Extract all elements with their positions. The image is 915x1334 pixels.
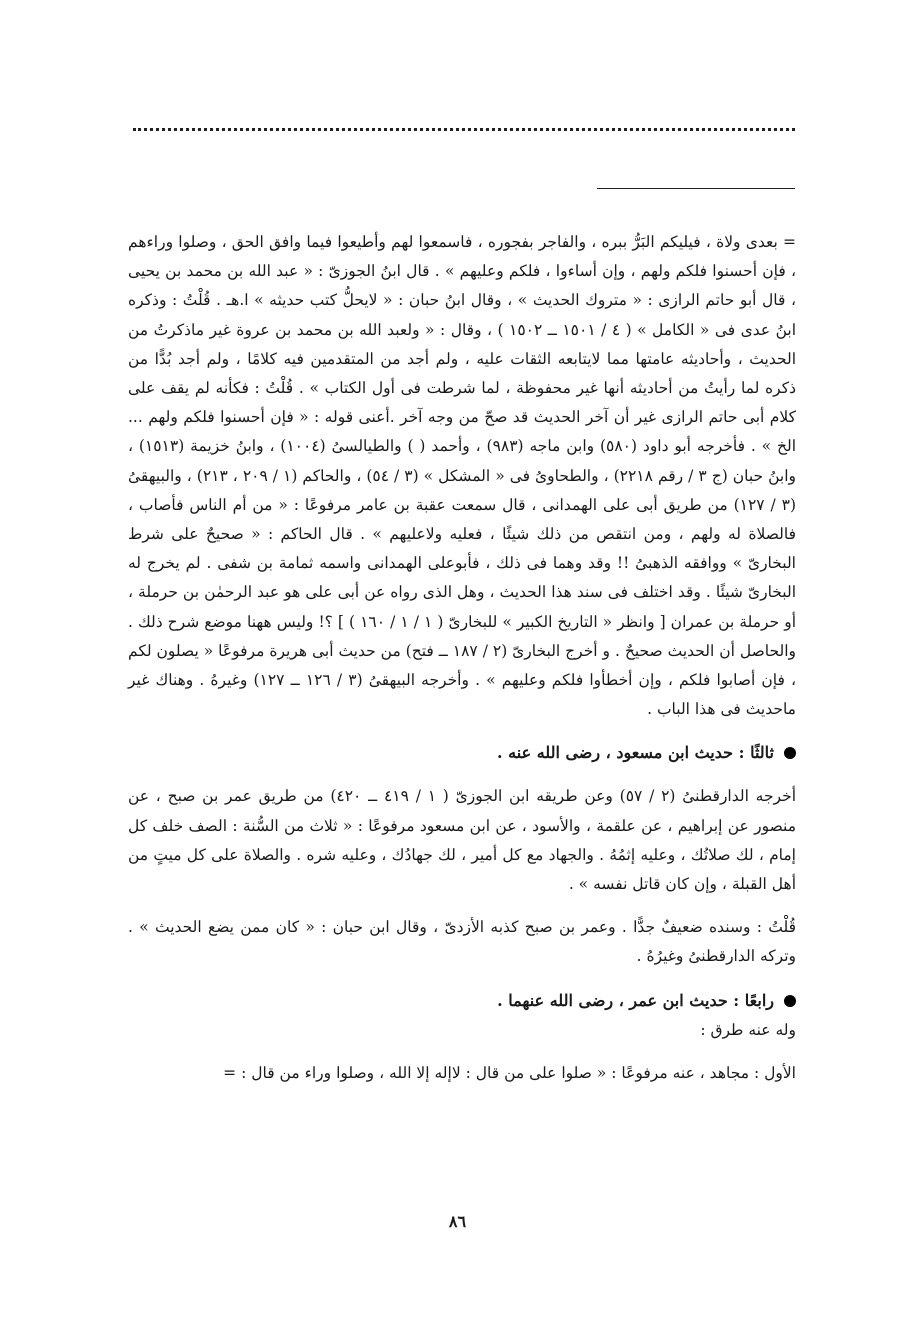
footnote-paragraph: = بعدى ولاة ، فيليكم البَرُّ ببره ، والفاجر بفجوره ، فاسمعوا لهم وأطيعوا فيما وافق الحق ، وصلوا وراءهم ، فإن أحسنوا فلكم ولهم ، وإن أساءوا ، فلكم وعليهم » . قال ابنُ الجوزىّ : « عبد الله بن محمد بن يحيى ، قال أبو حاتم الرازى : « متروك الحديث » ، وقال ابنُ حبان : « لايحلُّ كتب حديثه » ا.هـ . قُلْتُ : وذكره ابنُ عدى فى « الكامل » ( ٤ / ١٥٠١ ــ ١٥٠٢ ) ، وقال : « ولعبد الله بن محمد بن عروة غير ماذكرتُ من الحديث ، وأحاديثه عامتها مما لايتابعه الثقات عليه ، ولم أجد من المتقدمين فيه كلامًا ، ولم أجد بُدًّا من ذكره لما رأيتُ من أحاديثه أنها غير محفوظة ، لما شرطت فى أول الكتاب » . قُلْتُ : فكأنه لم يقف على كلام أبى حاتم الرازى غير أن آخر الحديث قد صحّ من وجه آخر .أعنى قوله : « فإن أحسنوا فلكم ولهم ... الخ » . فأخرجه أبو داود (٥٨٠) وابن ماجه (٩٨٣) ، وأحمد ( ) والطيالسىُ (١٠٠٤) ، وابنُ خزيمة (١٥١٣) ، وابنُ حبان (ج ٣ / رقم ٢٢١٨) ، والطحاوىُ فى « المشكل » (٣ / ٥٤) ، والحاكم (١ / ٢٠٩ ، ٢١٣) ، والبيهقىُ (٣ / ١٢٧) من طريق أبى على الهمدانى ، قال سمعت عقبة بن عامر مرفوعًا : « من أم الناس فأصاب ، فالصلاة له ولهم ، ومن انتقص من ذلك شيئًا ، فعليه ولاعليهم » . قال الحاكم : « صحيحٌ على شرط البخارىّ » ووافقه الذهبىُ !! وقد وهما فى ذلك ، فأبوعلى الهمدانى واسمه ثمامة بن شفى . لم يخرج له البخارىّ شيئًا . وقد اختلف فى سند هذا الحديث ، وهل الذى رواه عن أبى على هو عبد الرحمٰن بن حرملة ، أو حرملة بن عمران [ وانظر « التاريخ الكبير » للبخارىّ ( ١ / ١ / ١٦٠ ) ] ؟! وليس ههنا موضع شرح ذلك . والحاصل أن الحديث صحيحٌ . و أخرج البخارىّ (٢ / ١٨٧ ــ فتح) من حديث أبى هريرة مرفوعًا « يصلون لكم ، فإن أصابوا فلكم ، وإن أخطأوا فلكم وعليهم » . وأخرجه البيهقىُ (٣ / ١٢٦ ــ ١٢٧) وغيرهُ . وهناك غير ماحديث فى هذا الباب . [128,233,797,719]
section-heading-fourth [128,986,796,1016]
paragraph-first-way: الأول : مجاهد ، عنه مرفوعًا : « صلوا على من قال : لاإله إلا الله ، وصلوا وراء من قال : = [223,1063,796,1082]
paragraph-comment: قُلْتُ : وسنده ضعيفٌ جدًّا . وعمر بن صبح كذبه الأزدىّ ، وقال ابن حبان : « كان ممن يضع الحديث » . وتركه الدارقطنىُ وغيرُهُ . [128,918,796,966]
dotted-separator [133,128,795,131]
footnote-rule [597,188,795,189]
page-body [128,228,796,1088]
bullet-icon [784,995,796,1007]
section-heading-third [128,738,796,768]
paragraph-ibn-masud: أخرجه الدارقطنىُ (٢ / ٥٧) وعن طريقه ابن الجوزىّ ( ١ / ٤١٩ ــ ٤٢٠) من طريق عمر بن صبح ، عن منصور عن إبراهيم ، عن علقمة ، والأسود ، عن ابن مسعود مرفوعًا : « ثلاث من السُّنة : الصف خلف كل إمام ، لك صلاتُك ، وعليه إثمُهُ . والجهاد مع كل أمير ، لك جهادُك ، وعليه شره . والصلاة على كل ميتٍ من أهل القبلة ، وإن كان قاتل نفسه » . [128,787,797,894]
paragraph-ways: وله عنه طرق : [700,1020,796,1039]
page-number: ٨٦ [448,1212,467,1231]
section-heading-fourth-text: رابعًا : حديث ابن عمر ، رضى الله عنهما . [497,990,774,1010]
bullet-icon [784,747,796,759]
section-heading-third-text: ثالثًا : حديث ابن مسعود ، رضى الله عنه . [497,743,774,763]
